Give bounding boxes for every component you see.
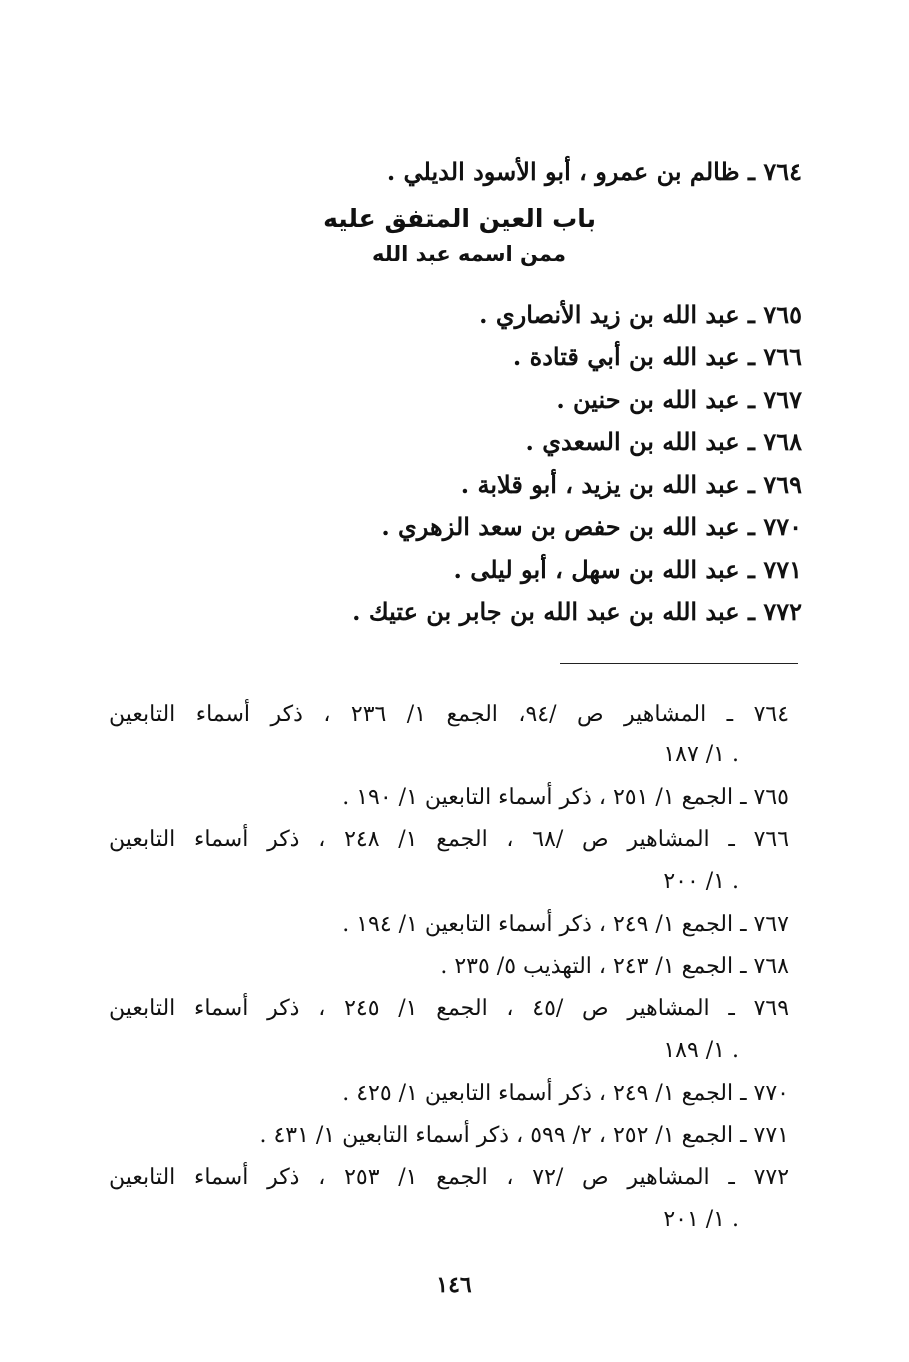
entry-767: ٧٦٧ ـ عبد الله بن حنين . [556,385,802,414]
entry-764: ٧٦٤ ـ ظالم بن عمرو ، أبو الأسود الديلي . [386,157,802,186]
chapter-heading: باب العين المتفق عليه [323,204,596,233]
entry-772: ٧٧٢ ـ عبد الله بن عبد الله بن جابر بن عتيك . [352,597,802,626]
page-number: ١٤٦ [436,1272,472,1298]
entry-768: ٧٦٨ ـ عبد الله بن السعدي . [525,427,802,456]
footnote-770: ٧٧٠ ـ الجمع ١/ ٢٤٩ ، ذكر أسماء التابعين ١/ ٤٢٥ . [342,1081,789,1106]
footnote-766-line1: ٧٦٦ ـ المشاهير ص /٦٨ ، الجمع ١/ ٢٤٨ ، ذكر أسماء التابعين [109,827,790,852]
footnote-769-line2: ١/ ١٨٩ . [663,1038,739,1063]
footnote-769-line1: ٧٦٩ ـ المشاهير ص /٤٥ ، الجمع ١/ ٢٤٥ ، ذكر أسماء التابعين [109,996,790,1021]
footnote-772-line1: ٧٧٢ ـ المشاهير ص /٧٢ ، الجمع ١/ ٢٥٣ ، ذكر أسماء التابعين [109,1165,790,1190]
entry-770: ٧٧٠ ـ عبد الله بن حفص بن سعد الزهري . [381,512,802,541]
footnote-765: ٧٦٥ ـ الجمع ١/ ٢٥١ ، ذكر أسماء التابعين ١/ ١٩٠ . [342,785,789,810]
footnote-768: ٧٦٨ ـ الجمع ١/ ٢٤٣ ، التهذيب ٥/ ٢٣٥ . [440,954,789,979]
footnote-767: ٧٦٧ ـ الجمع ١/ ٢٤٩ ، ذكر أسماء التابعين ١/ ١٩٤ . [342,912,789,937]
footnote-766-line2: ١/ ٢٠٠ . [663,869,739,894]
footnote-764-line2: ١/ ١٨٧ . [663,742,739,767]
entry-771: ٧٧١ ـ عبد الله بن سهل ، أبو ليلى . [453,555,802,584]
entry-769: ٧٦٩ ـ عبد الله بن يزيد ، أبو قلابة . [460,470,802,499]
entry-765: ٧٦٥ ـ عبد الله بن زيد الأنصاري . [479,300,802,329]
chapter-subheading: ممن اسمه عبد الله [371,242,566,266]
entry-766: ٧٦٦ ـ عبد الله بن أبي قتادة . [512,342,802,371]
footnote-764-line1: ٧٦٤ ـ المشاهير ص /٩٤، الجمع ١/ ٢٣٦ ، ذكر أسماء التابعين [109,702,790,727]
footnote-771: ٧٧١ ـ الجمع ١/ ٢٥٢ ، ٢/ ٥٩٩ ، ذكر أسماء التابعين ١/ ٤٣١ . [259,1123,789,1148]
footnote-divider [560,663,798,664]
footnote-772-line2: ١/ ٢٠١ . [663,1207,739,1232]
